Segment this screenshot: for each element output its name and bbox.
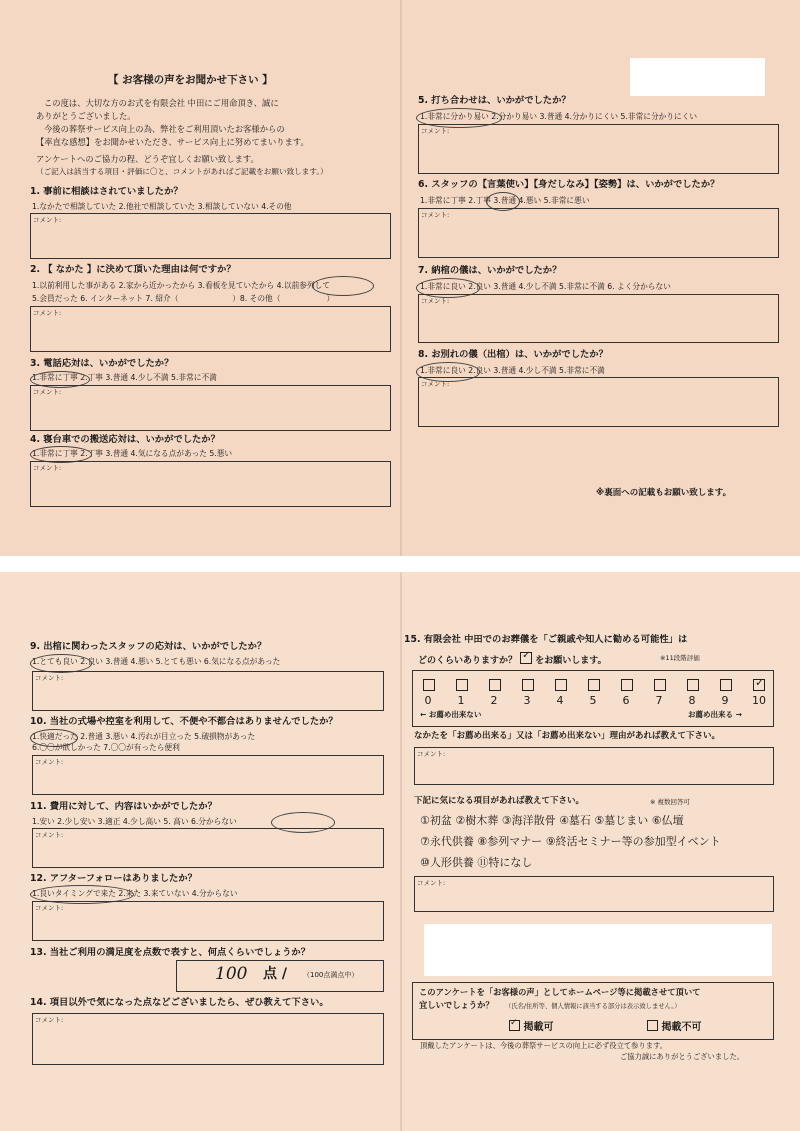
redacted-area (424, 924, 772, 976)
question-6-options[interactable]: 1.非常に丁寧 2.丁寧 3.普通 4.悪い 5.非常に悪い (420, 196, 590, 205)
consent-box (412, 982, 774, 1040)
scale-number: 2 (490, 694, 498, 707)
comment-label: コメント: (35, 758, 64, 766)
intro-line: ありがとうございました。 (36, 111, 136, 121)
comment-label: コメント: (417, 879, 446, 887)
checkbox-icon: ✓ (509, 1020, 520, 1031)
question-10-comment-box[interactable] (32, 755, 384, 795)
question-12-options[interactable]: 1.良いタイミングで来た 2.来た 3.来ていない 4.分からない (32, 889, 238, 898)
comment-label: コメント: (35, 674, 64, 682)
comment-label: コメント: (33, 464, 62, 472)
survey-sheet-front (0, 0, 800, 556)
question-4-comment-box[interactable] (30, 461, 391, 507)
question-6-comment-box[interactable] (418, 208, 779, 258)
consent-no[interactable] (647, 1020, 701, 1034)
reason-prompt: なかたを「お薦め出来る」又は「お薦め出来ない」理由があれば教えて下さい。 (414, 731, 721, 741)
back-side-note: ※裏面への記載もお願い致します。 (596, 488, 732, 498)
question-2: 2. 【 なかた 】に決めて頂いた理由は何ですか？ (30, 264, 236, 275)
question-12-comment-box[interactable] (32, 901, 384, 941)
question-9: 9. 出棺に関わったスタッフの応対は、いかがでしたか？ (30, 641, 267, 652)
scale-checkbox-3[interactable] (522, 679, 534, 691)
question-5: 5. 打ち合わせは、いかがでしたか？ (418, 95, 571, 106)
scale-number: 9 (721, 694, 729, 707)
score-max-note: （100点満点中） (303, 971, 359, 979)
question-12: 12. アフターフォローはありましたか？ (30, 873, 197, 884)
question-1: 1. 事前に相談はされていましたか？ (30, 186, 183, 197)
question-11-comment-box[interactable] (32, 828, 384, 868)
answer-circle (312, 276, 374, 296)
question-2-options[interactable]: 5.会員だった 6. インターネット 7. 紹介（ ）8. その他（ ） (32, 294, 335, 303)
score-box[interactable] (176, 960, 384, 992)
footer-line: ご協力誠にありがとうございました。 (620, 1052, 745, 1061)
concerns-title: 下記に気になる項目があれば教えて下さい。 (414, 796, 585, 806)
question-3-comment-box[interactable] (30, 385, 391, 431)
question-3-options[interactable]: 1.非常に丁寧 2.丁寧 3.普通 4.少し不満 5.非常に不満 (32, 373, 217, 382)
question-15-subtitle (418, 652, 607, 666)
score-value: 100 (215, 964, 248, 984)
question-6: 6. スタッフの【言葉使い】【身だしなみ】【姿勢】は、いかがでしたか？ (418, 179, 720, 190)
scale-number: 3 (523, 694, 531, 707)
comment-label: コメント: (33, 216, 62, 224)
question-13: 13. 当社ご利用の満足度を点数で表すと、何点くらいでしょうか？ (30, 947, 311, 958)
comment-label: コメント: (33, 309, 62, 317)
concerns-row[interactable]: ⑦永代供養 ⑧参列マナー ⑨終活セミナー等の参加型イベント (420, 835, 721, 848)
comment-label: コメント: (35, 831, 64, 839)
checkbox-icon: ✓ (520, 652, 532, 664)
consent-yes[interactable] (509, 1020, 553, 1034)
question-15: 15. 有限会社 中田でのお葬儀を「ご親戚や知人に勧める可能性」は (404, 634, 688, 645)
comment-label: コメント: (421, 127, 450, 135)
scale-checkbox-8[interactable] (687, 679, 699, 691)
question-4: 4. 寝台車での搬送応対は、いかがでしたか？ (30, 434, 220, 445)
scale-checkbox-7[interactable] (654, 679, 666, 691)
concerns-row[interactable]: ⑩人形供養 ⑪特になし (420, 856, 533, 869)
question-14-comment-box[interactable] (32, 1013, 384, 1065)
fold-line (400, 0, 402, 556)
question-11: 11. 費用に対して、内容はいかがでしたか？ (30, 801, 217, 812)
intro-line: アンケートへのご協力の程、どうぞ宜しくお願い致します。 (36, 154, 259, 164)
question-7-options[interactable]: 1.非常に良い 2.良い 3.普通 4.少し不満 5.非常に不満 6. よく分からない (420, 282, 671, 291)
question-4-options[interactable]: 1.非常に丁寧 2.丁寧 3.普通 4.気になる点があった 5.悪い (32, 449, 233, 458)
comment-label: コメント: (35, 1016, 64, 1024)
question-2-comment-box[interactable] (30, 306, 391, 352)
check-mark-icon: ✓ (755, 676, 765, 689)
comment-label: コメント: (417, 750, 446, 758)
scale-checkbox-6[interactable] (621, 679, 633, 691)
scale-number: 10 (752, 694, 766, 707)
scale-number: 1 (457, 694, 465, 707)
question-14: 14. 項目以外で気になった点などございましたら、ぜひ教えて下さい。 (30, 997, 329, 1008)
question-5-comment-box[interactable] (418, 124, 779, 174)
footer-line: 頂戴したアンケートは、今後の葬祭サービスの向上に必ず役立て参ります。 (420, 1041, 668, 1050)
question-3: 3. 電話応対は、いかがでしたか？ (30, 358, 174, 369)
question-10-options[interactable]: 6.〇〇が欲しかった 7.〇〇が有ったら便利 (32, 743, 180, 752)
question-2-options[interactable]: 1.以前利用した事がある 2.家から近かったから 3.看板を見ていたから 4.以前参列して (32, 281, 331, 290)
concerns-comment-box[interactable] (414, 876, 774, 912)
question-10-options[interactable]: 1.快適だった 2.普通 3.悪い 4.汚れが目立った 5.破損物があった (32, 732, 256, 741)
redacted-area (630, 58, 765, 96)
scale-checkbox-2[interactable] (489, 679, 501, 691)
consent-line: 宜しいでしょうか？ (419, 1000, 494, 1010)
survey-title: 【 お客様の声をお聞かせ下さい 】 (108, 74, 273, 86)
comment-label: コメント: (421, 380, 450, 388)
question-1-comment-box[interactable] (30, 213, 391, 259)
scale-low-label: ← お薦め出来ない (420, 710, 482, 719)
fold-line (400, 572, 402, 1131)
comment-label: コメント: (35, 904, 64, 912)
scale-checkbox-4[interactable] (555, 679, 567, 691)
comment-label: コメント: (33, 388, 62, 396)
scale-number: 5 (589, 694, 597, 707)
question-8-comment-box[interactable] (418, 377, 779, 427)
concerns-note: ※ 複数回答可 (650, 798, 691, 806)
question-9-comment-box[interactable] (32, 671, 384, 711)
scale-number: 6 (622, 694, 630, 707)
scale-checkbox-1[interactable] (456, 679, 468, 691)
question-11-options[interactable]: 1.安い 2.少し安い 3.適正 4.少し高い 5. 高い 6.分からない (32, 817, 237, 826)
scale-number: 0 (424, 694, 432, 707)
scale-checkbox-10[interactable] (753, 676, 765, 691)
consent-note: （氏名/住所等、個人情報に該当する部分は表示致しません。） (505, 1003, 681, 1010)
consent-yes-label: 掲載可 (523, 1022, 554, 1033)
reason-comment-box[interactable] (414, 747, 774, 785)
question-1-options[interactable]: 1.なかたで相談していた 2.他社で相談していた 3.相談していない 4.その他 (32, 202, 292, 211)
intro-line: 今後の葬祭サービス向上の為、弊社をご利用頂いたお客様からの (44, 124, 285, 134)
question-7: 7. 納棺の儀は、いかがでしたか？ (418, 265, 562, 276)
comment-label: コメント: (421, 211, 450, 219)
score-unit: 点 / (263, 966, 287, 982)
question-8-options[interactable]: 1.非常に良い 2.良い 3.普通 4.少し不満 5.非常に不満 (420, 366, 605, 375)
consent-line: このアンケートを「お客様の声」としてホームページ等に掲載させて頂いて (419, 987, 701, 997)
question-10: 10. 当社の式場や控室を利用して、不便や不都合はありませんでしたか？ (30, 716, 338, 727)
scale-high-label: お薦め出来る → (688, 710, 742, 719)
intro-line: （ご記入は該当する項目・評価に〇と、コメントがあればご記載をお願い致します。） (36, 167, 328, 176)
scale-number: 8 (688, 694, 696, 707)
checkbox-icon (647, 1020, 658, 1031)
scale-checkbox-5[interactable] (588, 679, 600, 691)
question-15-subtitle-text: どのくらいありますか？ (418, 656, 518, 666)
question-5-options[interactable]: 1.非常に分かり易い 2.分かり易い 3.普通 4.分かりにくい 5.非常に分かりにくい (420, 112, 698, 121)
comment-label: コメント: (421, 297, 450, 305)
intro-line: 【率直な感想】をお聞かせいただき、サービス向上に努めてまいります。 (36, 137, 309, 147)
question-7-comment-box[interactable] (418, 294, 779, 343)
scale-checkbox-9[interactable] (720, 679, 732, 691)
question-9-options[interactable]: 1.とても良い 2.良い 3.普通 4.悪い 5.とても悪い 6.気になる点があった (32, 657, 281, 666)
consent-no-label: 掲載不可 (661, 1022, 702, 1033)
survey-sheet-back (0, 572, 800, 1131)
concerns-row[interactable]: ①初盆 ②樹木葬 ③海洋散骨 ④墓石 ⑤墓じまい ⑥仏壇 (420, 814, 684, 827)
scale-number: 4 (556, 694, 564, 707)
scale-number: 7 (655, 694, 663, 707)
intro-line: この度は、大切な方のお式を有限会社 中田にご用命頂き、誠に (44, 98, 279, 108)
scale-checkbox-0[interactable] (423, 679, 435, 691)
question-15-subtitle-text2: をお願いします。 (535, 656, 607, 666)
question-8: 8. お別れの儀（出棺）は、いかがでしたか？ (418, 349, 608, 360)
scale-note: ※11段階評価 (660, 654, 700, 662)
